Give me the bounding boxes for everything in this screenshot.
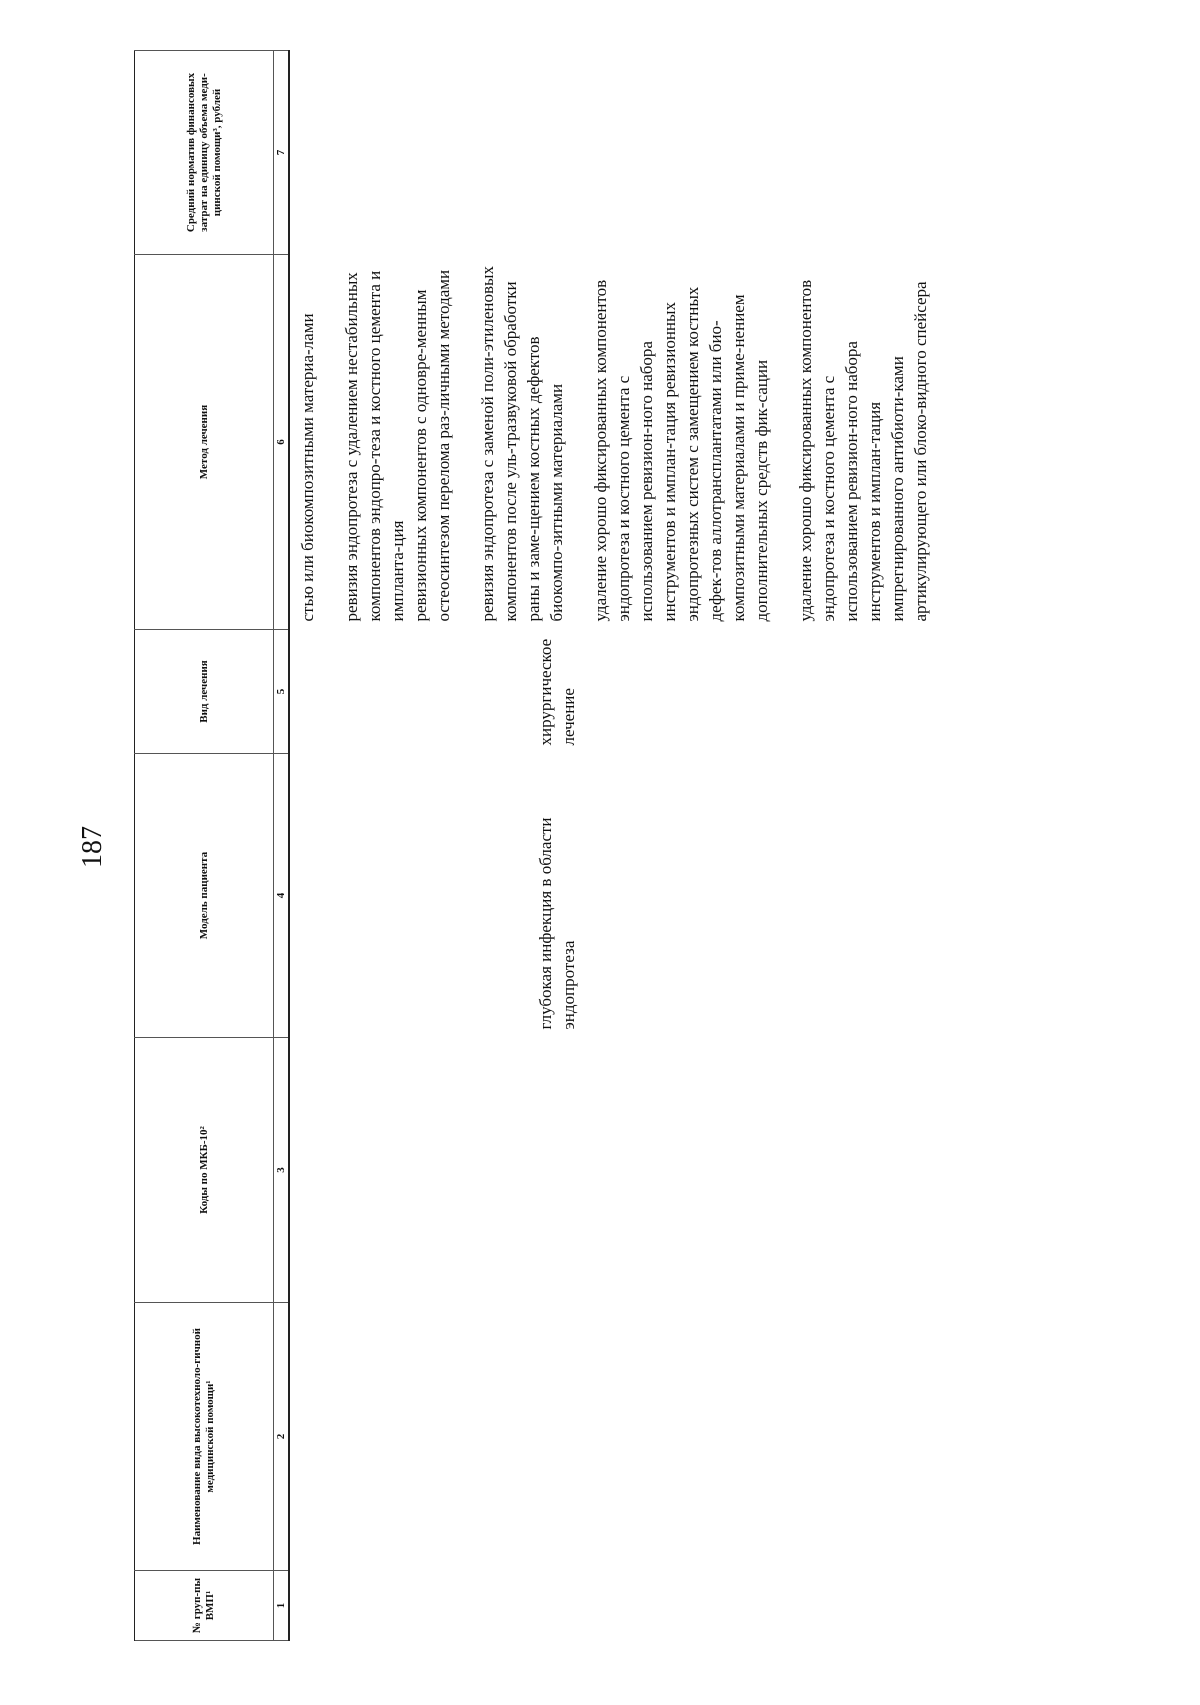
spacer <box>470 762 534 1030</box>
cell-treatment-method <box>289 255 932 630</box>
table-row <box>289 51 932 1641</box>
col-number-3: 3 <box>274 1038 290 1303</box>
col-header-vmp-name: Наименование вида высокотехноло-гичной медицинской помощи¹ <box>135 1303 274 1571</box>
cell-group-number <box>289 1571 932 1641</box>
col-header-patient-model: Модель пациента <box>135 754 274 1038</box>
col-number-5: 5 <box>274 630 290 754</box>
cell-patient-model <box>289 754 932 1038</box>
spacer <box>412 762 470 1030</box>
spacer <box>296 762 354 1030</box>
spacer <box>412 638 470 746</box>
cell-vmp-name <box>289 1303 932 1571</box>
patient-model-text: глубокая инфекция в области эндопротеза <box>536 817 578 1030</box>
cell-cost-standard <box>289 51 932 255</box>
col-header-treatment-method: Метод лечения <box>135 255 274 630</box>
col-header-icd-codes: Коды по МКБ-10² <box>135 1038 274 1303</box>
header-row <box>135 51 274 1641</box>
col-number-1: 1 <box>274 1571 290 1641</box>
treatment-type-text: хирургическое лечение <box>536 638 578 746</box>
cell-icd-codes <box>289 1038 932 1303</box>
column-number-row <box>274 51 290 1641</box>
spacer <box>354 762 412 1030</box>
col-header-cost-standard: Средний норматив финансовых затрат на единицу объема меди-цинской помощи³, рублей <box>135 51 274 255</box>
vmp-table <box>134 50 932 1641</box>
spacer <box>354 638 412 746</box>
col-header-treatment-type: Вид лечения <box>135 630 274 754</box>
col-number-6: 6 <box>274 255 290 630</box>
spacer <box>470 638 534 746</box>
page-number: 187 <box>77 826 108 868</box>
method-text: ревизионных компонентов с одновре-менным остеосинтезом перелома раз-личными методами <box>411 269 453 622</box>
method-text: стью или биокомпозитными материа-лами <box>298 313 317 622</box>
method-text: ревизия эндопротеза с удалением нестабильных компонентов эндопро-теза и костного цемента и импланта-ция <box>342 270 407 622</box>
col-number-7: 7 <box>274 51 290 255</box>
method-text: удаление хорошо фиксированных компонентов эндопротеза и костного цемента с использованием ревизион-ного набора инструментов и имплан-тация ревизионных эндопротезных систем с замещением костных дефек-тов аллотрансплантатами или био-композитными материалами и приме-нением дополнительных средств фик-сации <box>591 279 771 622</box>
col-header-group-number: № груп-пы ВМП¹ <box>135 1571 274 1641</box>
cell-treatment-type <box>289 630 932 754</box>
col-number-4: 4 <box>274 754 290 1038</box>
method-text: удаление хорошо фиксированных компонентов эндопротеза и костного цемента с использованием ревизион-ного набора инструментов и имплан-тация импрегнированного антибиоти-ками артикулирующего или блоко-видного спейсера <box>796 279 930 622</box>
spacer <box>296 638 354 746</box>
col-number-2: 2 <box>274 1303 290 1571</box>
method-text: ревизия эндопротеза с заменой поли-этиленовых компонентов после уль-тразвуковой обработки раны и заме-щением костных дефектов биокомпо-зитными материалами <box>478 266 566 622</box>
